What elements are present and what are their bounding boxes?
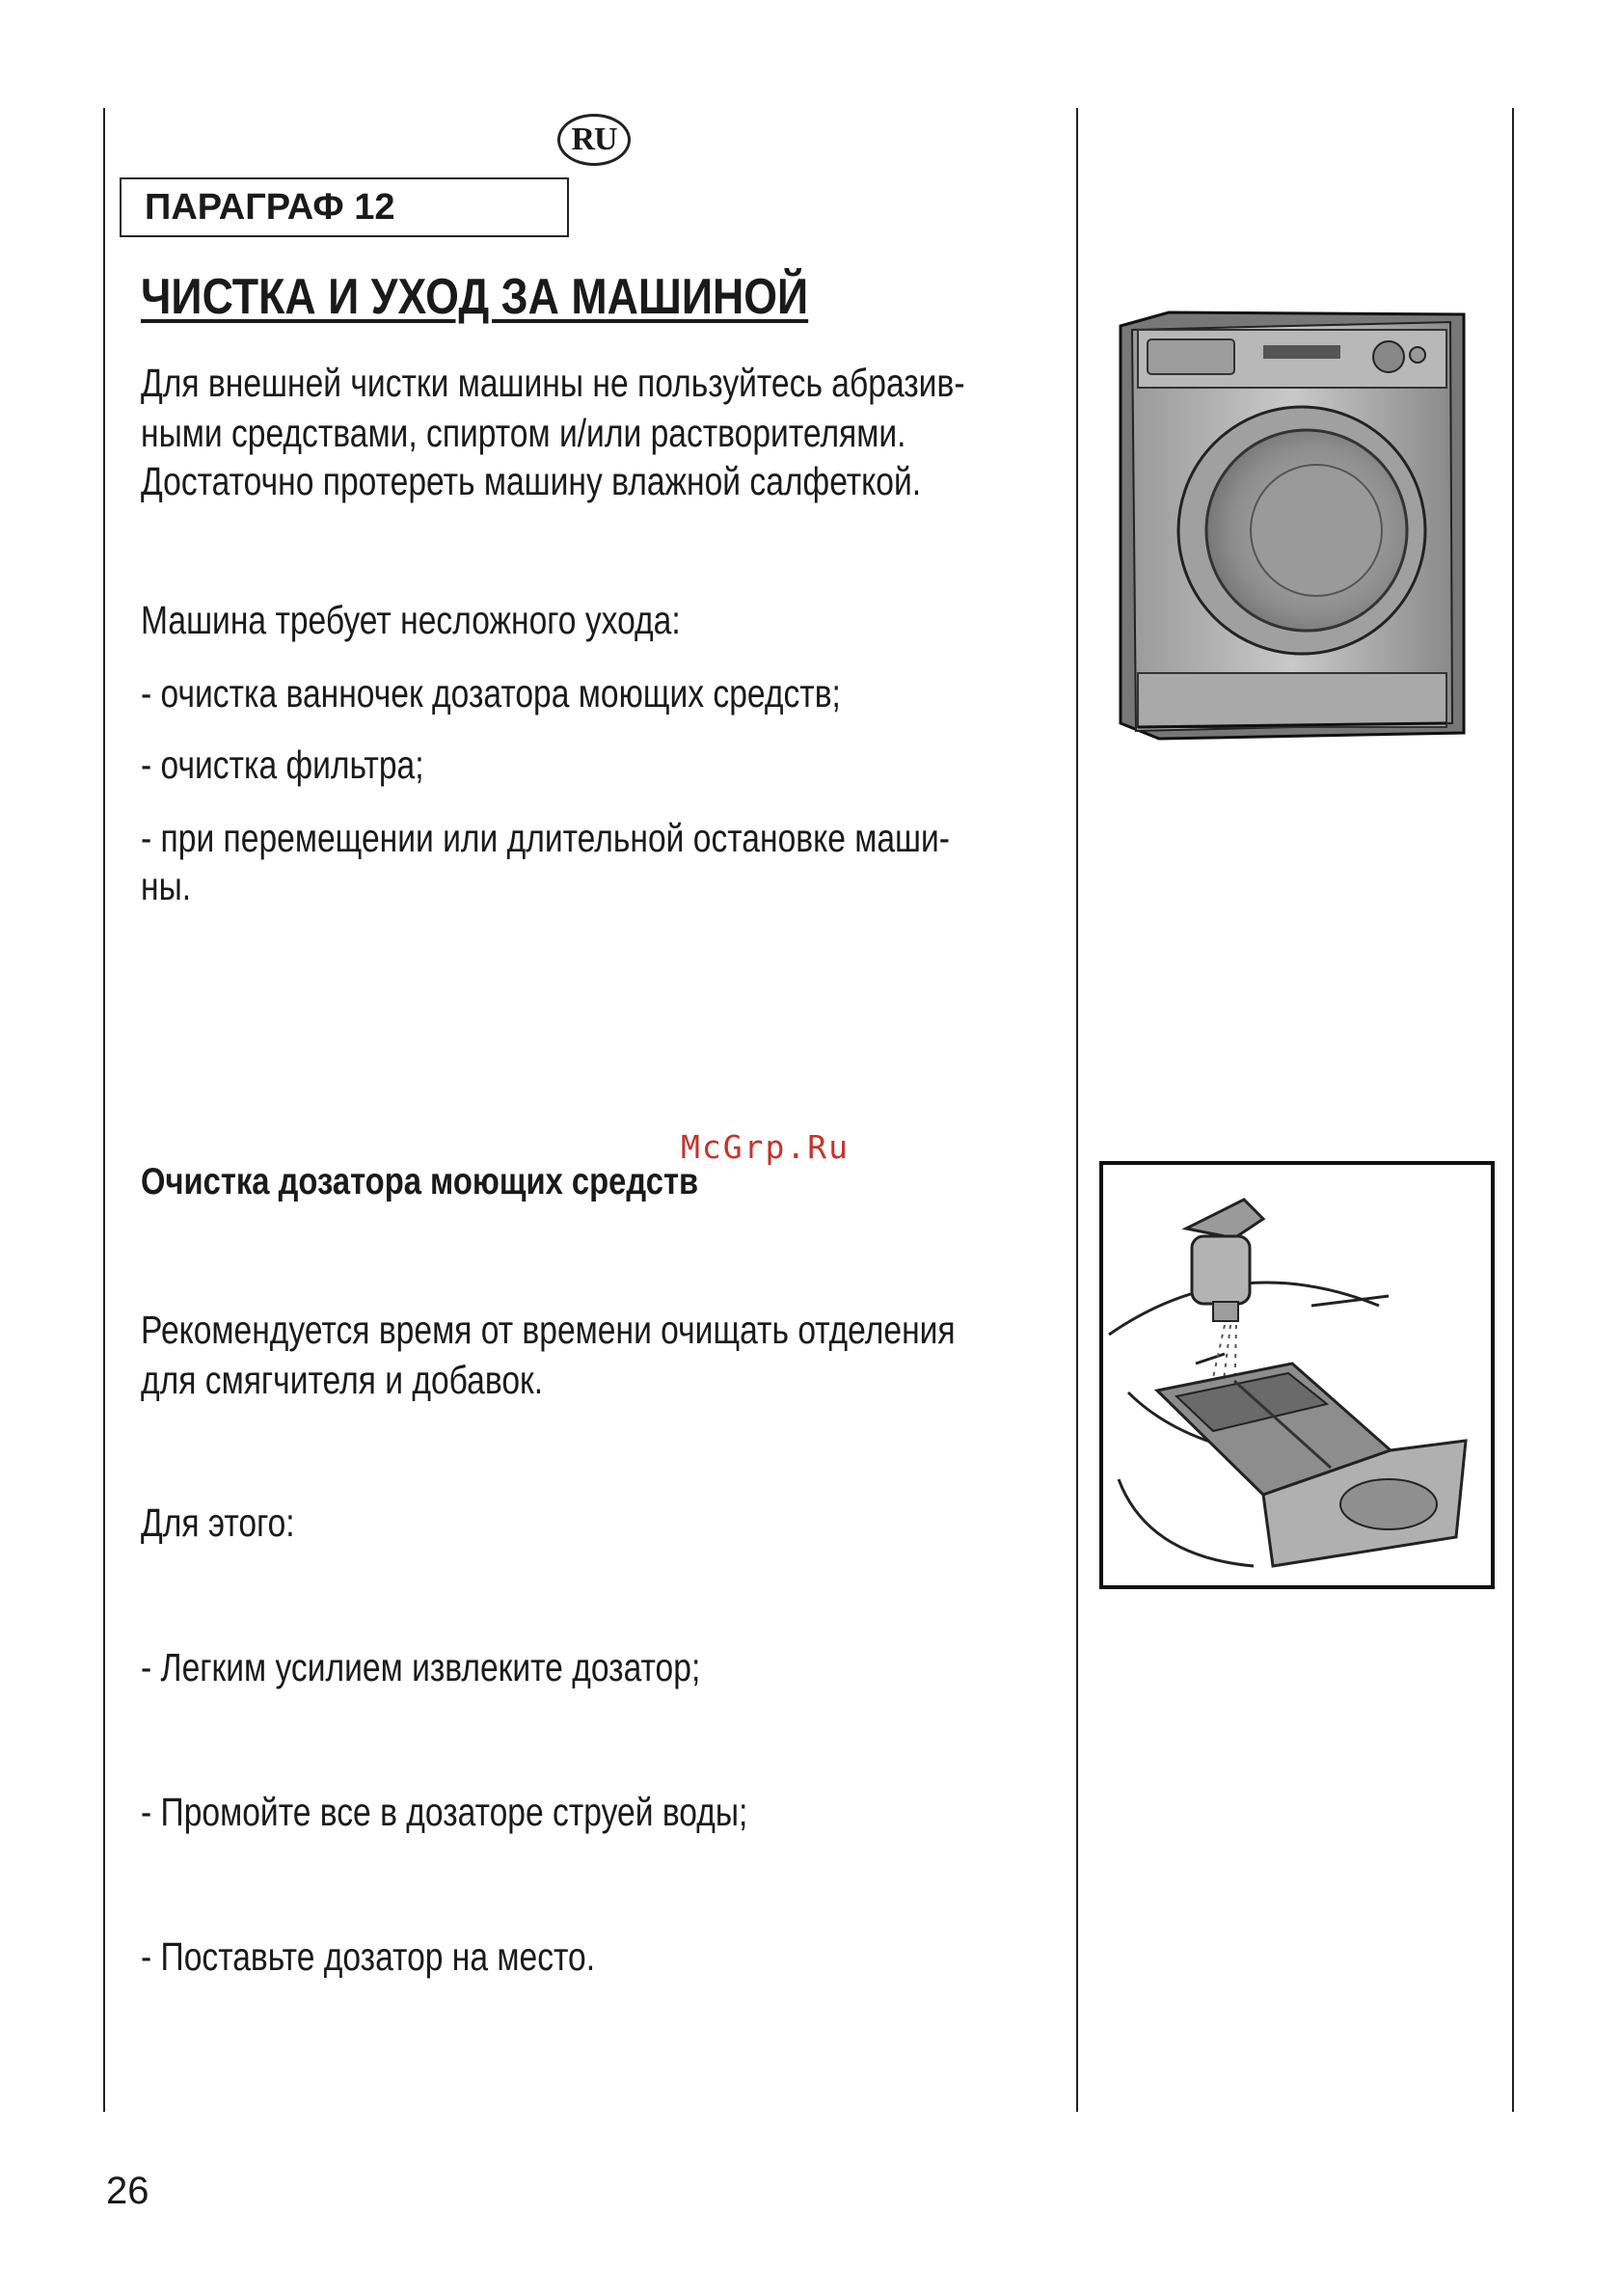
care-item: ны. bbox=[141, 864, 192, 908]
care-lead: Машина требует несложного ухода: bbox=[141, 598, 681, 642]
left-column-rule bbox=[103, 108, 105, 2112]
intro-line: ными средствами, спиртом и/или растворителями. bbox=[141, 411, 906, 455]
middle-column-rule bbox=[1076, 108, 1078, 2112]
intro-line: Достаточно протереть машину влажной салфеткой. bbox=[141, 459, 922, 503]
recommend-line: для смягчителя и добавок. bbox=[141, 1358, 544, 1402]
language-badge: RU bbox=[557, 114, 631, 166]
dispenser-rinse-illustration bbox=[1099, 1161, 1495, 1589]
page-number: 26 bbox=[106, 2170, 149, 2212]
washing-machine-illustration bbox=[1109, 309, 1475, 752]
care-item: - очистка фильтра; bbox=[141, 743, 424, 787]
dispenser-heading: Очистка дозатора моющих средств bbox=[141, 1161, 699, 1202]
step-item: - Поставьте дозатор на место. bbox=[141, 1934, 596, 1979]
intro-line: Для внешней чистки машины не пользуйтесь абразив- bbox=[141, 361, 965, 405]
step-item: - Промойте все в дозаторе струей воды; bbox=[141, 1790, 748, 1834]
watermark: McGrp.Ru bbox=[681, 1128, 850, 1166]
step-item: - Легким усилием извлеките дозатор; bbox=[141, 1645, 701, 1689]
page-title: ЧИСТКА И УХОД ЗА МАШИНОЙ bbox=[141, 269, 809, 325]
paragraph-label: ПАРАГРАФ 12 bbox=[120, 177, 569, 237]
recommend-line: Рекомендуется время от времени очищать отделения bbox=[141, 1308, 956, 1352]
care-item: - очистка ванночек дозатора моющих средств; bbox=[141, 671, 841, 716]
for-this-label: Для этого: bbox=[141, 1500, 295, 1545]
right-column-rule bbox=[1512, 108, 1514, 2112]
care-item: - при перемещении или длительной остановке маши- bbox=[141, 816, 951, 860]
